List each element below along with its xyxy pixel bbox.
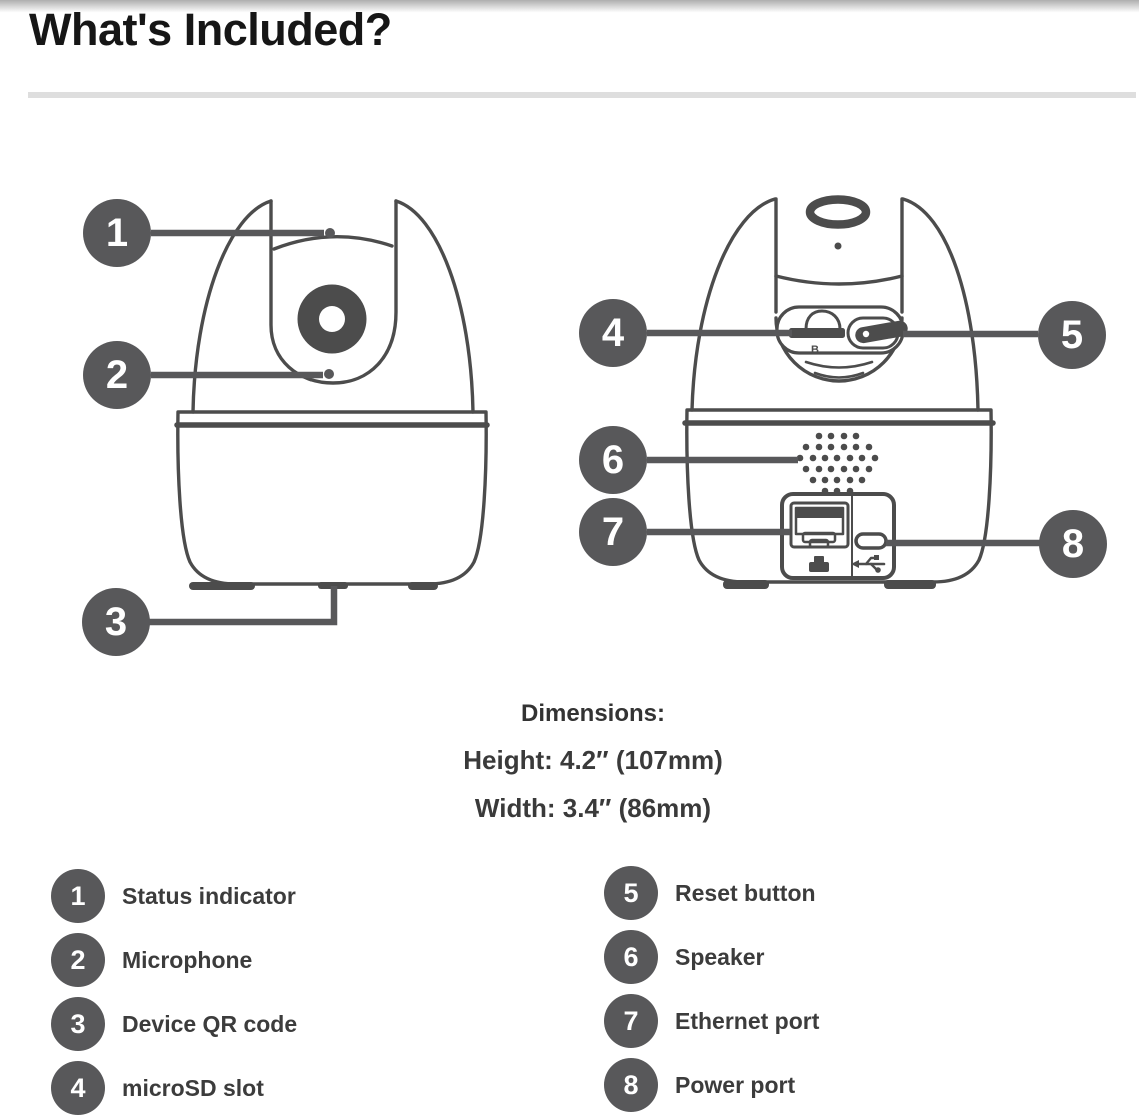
front-head-top-arc — [274, 237, 392, 249]
back-neck-arc-1 — [806, 362, 872, 368]
legend-bubble-4: 4 — [51, 1061, 105, 1115]
legend-bubble-2: 2 — [51, 933, 105, 987]
legend-bubble-3: 3 — [51, 997, 105, 1051]
legend-bubble-5: 5 — [604, 866, 658, 920]
microphone-dot — [324, 369, 334, 379]
dimensions-heading: Dimensions: — [520, 700, 666, 727]
dimension-height: Height: 4.2″ (107mm) — [463, 745, 723, 775]
legend-bubble-8: 8 — [604, 1058, 658, 1112]
back-foot-left — [723, 580, 769, 589]
ports-panel — [782, 494, 894, 578]
callout-bubble-3: 3 — [82, 588, 150, 656]
legend-item-reset-button — [604, 866, 819, 920]
front-base — [178, 412, 486, 584]
legend-bubble-1: 1 — [51, 869, 105, 923]
front-foot-left — [189, 582, 255, 590]
callout-bubble-1: 1 — [83, 199, 151, 267]
callout-bubble-4: 4 — [579, 299, 647, 367]
callout-bubble-7: 7 — [579, 498, 647, 566]
speaker-grille — [797, 433, 879, 495]
legend-item-status-indicator — [51, 869, 297, 923]
back-dome-left — [692, 199, 775, 410]
legend-item-power-port — [604, 1058, 819, 1112]
camera-front-illustration — [177, 201, 487, 590]
legend-item-device-qr-code — [51, 997, 297, 1051]
dimension-width: Width: 3.4″ (86mm) — [474, 793, 712, 823]
legend-item-ethernet-port — [604, 994, 819, 1048]
back-dome-right — [903, 199, 978, 410]
microsd-lock-glyph: B — [811, 344, 819, 356]
legend-label-4: microSD slot — [122, 1074, 264, 1101]
back-neck-arc-2 — [815, 373, 863, 378]
back-pin-dot — [835, 243, 842, 250]
legend-column-left — [51, 869, 297, 1115]
legend-label-7: Ethernet port — [675, 1007, 820, 1034]
back-head-arc — [776, 276, 902, 284]
microsd-slot-bar — [789, 328, 845, 338]
callout-bubble-5: 5 — [1038, 301, 1106, 369]
legend-item-microphone — [51, 933, 297, 987]
head-top-opening — [810, 200, 866, 225]
reset-button-dot — [863, 331, 869, 337]
dimensions-block — [393, 700, 793, 824]
front-foot-right — [408, 582, 438, 590]
status-led-dot — [325, 228, 335, 238]
callout-bubble-8: 8 — [1039, 510, 1107, 578]
legend-column-right — [604, 866, 819, 1112]
legend-bubble-6: 6 — [604, 930, 658, 984]
legend-label-6: Speaker — [675, 943, 765, 970]
legend-bubble-7: 7 — [604, 994, 658, 1048]
front-dome-right — [396, 201, 473, 412]
callout-bubble-2: 2 — [83, 341, 151, 409]
legend-item-speaker — [604, 930, 819, 984]
legend-label-2: Microphone — [122, 946, 253, 973]
back-foot-right — [884, 580, 936, 589]
callout-bubble-6: 6 — [579, 426, 647, 494]
legend-label-3: Device QR code — [122, 1010, 298, 1037]
legend-label-5: Reset button — [675, 879, 816, 906]
callout-line-3 — [148, 586, 334, 622]
legend-label-8: Power port — [675, 1071, 796, 1098]
lens-center — [319, 306, 345, 332]
legend-label-1: Status indicator — [122, 882, 296, 909]
page-title: What's Included? — [29, 4, 392, 55]
legend-item-microsd-slot — [51, 1061, 297, 1115]
